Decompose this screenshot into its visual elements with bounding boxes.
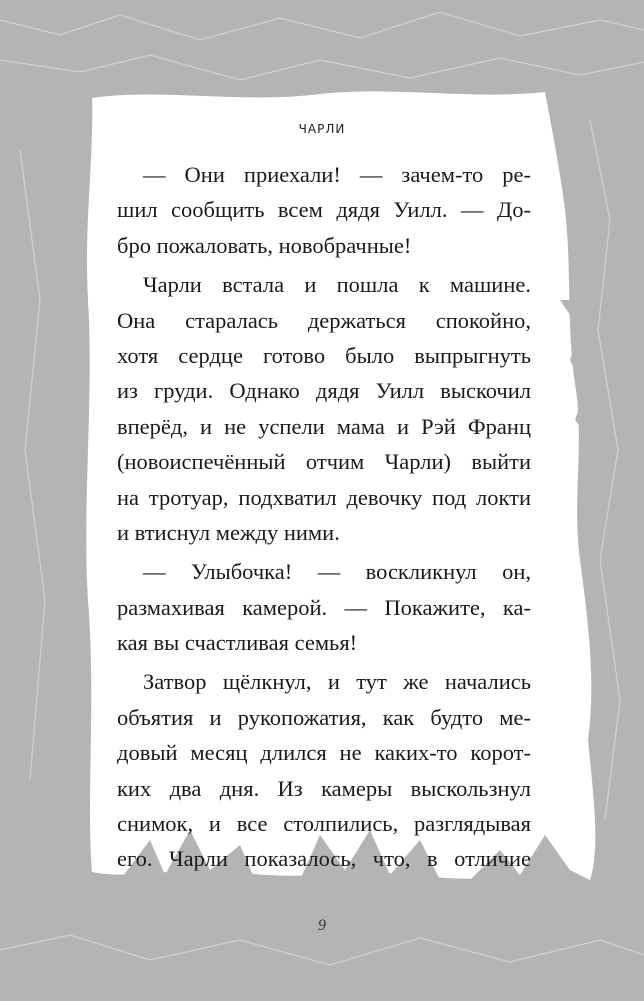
text-line: ких два дня. Из камеры выскользнул xyxy=(117,775,531,801)
text-line: и втиснул между ними. xyxy=(117,519,340,545)
text-line: хотя сердце готово было выпрыгнуть xyxy=(117,342,531,368)
text-line: — Они приехали! — зачем-то ре- xyxy=(143,162,531,187)
text-line: из груди. Однако дядя Уилл выскочил xyxy=(117,378,531,404)
text-line: шил сообщить всем дядя Уилл. — До- xyxy=(117,197,531,223)
text-line: довый месяц длился не каких-то корот- xyxy=(117,740,531,766)
text-line: (новоиспечённый отчим Чарли) выйти xyxy=(117,449,531,475)
text-line: объятия и рукопожатия, как будто ме- xyxy=(117,704,531,730)
text-line: на тротуар, подхватил девочку под локти xyxy=(117,484,531,510)
text-line: его. Чарли показалось, что, в отличие xyxy=(117,846,531,872)
text-line: Затвор щёлкнул, и тут же начались xyxy=(143,669,531,695)
text-line: размахивая камерой. — Покажите, ка- xyxy=(117,594,531,620)
text-line: снимок, и все столпились, разглядывая xyxy=(117,811,531,837)
text-line: бро пожаловать, новобрачные! xyxy=(117,232,412,258)
body-text xyxy=(117,157,531,877)
text-line: Она старалась держаться спокойно, xyxy=(117,307,531,333)
text-line: — Улыбочка! — воскликнул он, xyxy=(143,559,531,585)
running-header: ЧАРЛИ xyxy=(298,122,346,136)
text-line: вперёд, и не успели мама и Рэй Франц xyxy=(117,413,531,439)
text-line: кая вы счастливая семья! xyxy=(117,630,358,656)
page-number: 9 xyxy=(318,917,326,934)
text-line: Чарли встала и пошла к машине. xyxy=(143,272,531,298)
